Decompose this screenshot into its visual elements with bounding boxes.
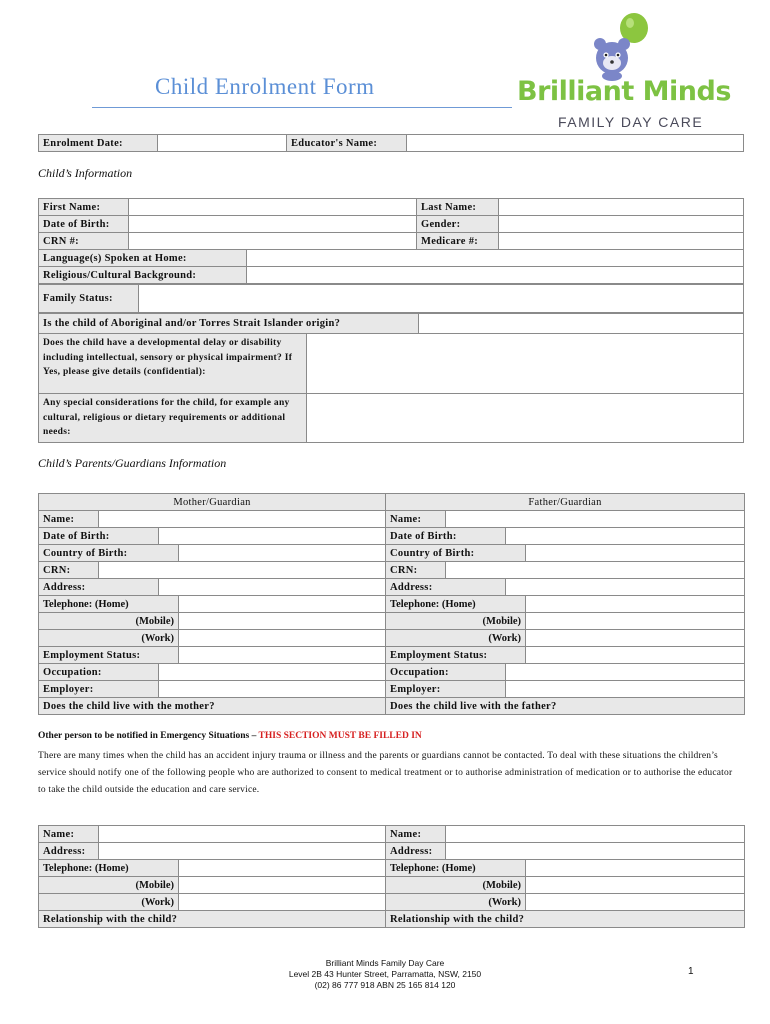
father-crn-label: CRN: xyxy=(386,562,446,579)
father-tel-work-label: (Work) xyxy=(386,630,526,647)
footer-address: Level 2B 43 Hunter Street, Parramatta, NSW, 2150 xyxy=(288,969,482,979)
family-status-label: Family Status: xyxy=(39,285,139,313)
gender-label: Gender: xyxy=(417,216,499,233)
enrolment-date-label: Enrolment Date: xyxy=(39,135,158,152)
enrolment-date-field[interactable] xyxy=(158,135,287,152)
mother-tel-work-label: (Work) xyxy=(39,630,179,647)
father-employment-label: Employment Status: xyxy=(386,647,526,664)
gender-field[interactable] xyxy=(499,216,744,233)
title-underline xyxy=(92,107,512,108)
contact1-relationship-text: Relationship with the child? xyxy=(43,913,178,925)
child-info-table xyxy=(38,198,744,250)
page-footer xyxy=(230,958,540,991)
father-tel-work-field[interactable] xyxy=(526,630,745,647)
parents-info-heading: Child’s Parents/Guardians Information xyxy=(38,456,227,470)
father-country-label: Country of Birth: xyxy=(386,545,526,562)
languages-field[interactable] xyxy=(247,250,744,267)
contact1-tel-mobile-label: (Mobile) xyxy=(39,877,179,894)
parents-table xyxy=(38,493,745,715)
dob-label: Date of Birth: xyxy=(39,216,129,233)
father-name-label: Name: xyxy=(386,511,446,528)
disability-label: Does the child have a developmental delay or disability including intellectual, sensory or physical impairment? If Yes, please give details (confidential): xyxy=(39,334,307,394)
page-number: 1 xyxy=(688,966,694,977)
contact2-address-label: Address: xyxy=(386,843,446,860)
mother-employment-label: Employment Status: xyxy=(39,647,179,664)
father-country-field[interactable] xyxy=(526,545,745,562)
father-name-field[interactable] xyxy=(446,511,745,528)
emergency-table xyxy=(38,825,745,928)
mother-occupation-field[interactable] xyxy=(159,664,386,681)
mother-dob-label: Date of Birth: xyxy=(39,528,159,545)
special-needs-table xyxy=(38,333,744,443)
father-address-label: Address: xyxy=(386,579,506,596)
contact1-tel-home-field[interactable] xyxy=(179,860,386,877)
disability-field[interactable] xyxy=(307,334,744,394)
family-status-field[interactable] xyxy=(139,285,744,313)
mother-address-label: Address: xyxy=(39,579,159,596)
religious-label: Religious/Cultural Background: xyxy=(39,267,247,284)
contact2-tel-mobile-field[interactable] xyxy=(526,877,745,894)
contact2-relationship-label xyxy=(386,911,745,928)
contact2-relationship-text: Relationship with the child? xyxy=(390,913,525,925)
father-tel-mobile-label: (Mobile) xyxy=(386,613,526,630)
emergency-heading xyxy=(38,731,422,741)
first-name-field[interactable] xyxy=(129,199,417,216)
contact1-name-label: Name: xyxy=(39,826,99,843)
footer-contact: (02) 86 777 918 ABN 25 165 814 120 xyxy=(314,980,456,990)
lives-mother-label: Does the child live with the mother? xyxy=(39,698,386,715)
mother-tel-home-label: Telephone: (Home) xyxy=(39,596,179,613)
father-tel-home-field[interactable] xyxy=(526,596,745,613)
emergency-instructions: There are many times when the child has an accident injury trauma or illness and the parents or guardians cannot be contacted. To deal with these situations the children’s service should notify one of the following people who are authorized to consent to medical treatment or to authorise administration of medication or to authorise the educator to take the child outside the education and care service. xyxy=(38,751,733,795)
crn-label: CRN #: xyxy=(39,233,129,250)
mother-tel-home-field[interactable] xyxy=(179,596,386,613)
father-occupation-label: Occupation: xyxy=(386,664,506,681)
last-name-field[interactable] xyxy=(499,199,744,216)
contact2-address-field[interactable] xyxy=(446,843,745,860)
mother-occupation-label: Occupation: xyxy=(39,664,159,681)
mother-country-field[interactable] xyxy=(179,545,386,562)
family-status-table xyxy=(38,284,744,313)
father-employer-field[interactable] xyxy=(506,681,745,698)
contact2-tel-work-field[interactable] xyxy=(526,894,745,911)
aboriginal-field[interactable] xyxy=(419,314,744,334)
medicare-field[interactable] xyxy=(499,233,744,250)
contact2-tel-mobile-label: (Mobile) xyxy=(386,877,526,894)
contact2-tel-work-label: (Work) xyxy=(386,894,526,911)
mother-employer-field[interactable] xyxy=(159,681,386,698)
crn-field[interactable] xyxy=(129,233,417,250)
page-title: Child Enrolment Form xyxy=(155,74,375,99)
educator-name-label: Educator's Name: xyxy=(287,135,407,152)
brand-logo: Brilliant Minds xyxy=(517,76,731,107)
father-employer-label: Employer: xyxy=(386,681,506,698)
dob-field[interactable] xyxy=(129,216,417,233)
contact2-tel-home-field[interactable] xyxy=(526,860,745,877)
father-header: Father/Guardian xyxy=(386,494,745,511)
father-tel-mobile-field[interactable] xyxy=(526,613,745,630)
considerations-field[interactable] xyxy=(307,394,744,443)
contact2-name-field[interactable] xyxy=(446,826,745,843)
brand-tagline: FAMILY DAY CARE xyxy=(558,114,704,130)
mother-dob-field[interactable] xyxy=(159,528,386,545)
last-name-label: Last Name: xyxy=(417,199,499,216)
footer-company: Brilliant Minds Family Day Care xyxy=(325,958,445,968)
mother-name-label: Name: xyxy=(39,511,99,528)
mother-employer-label: Employer: xyxy=(39,681,159,698)
father-employment-field[interactable] xyxy=(526,647,745,664)
mother-country-label: Country of Birth: xyxy=(39,545,179,562)
educator-name-field[interactable] xyxy=(407,135,744,152)
aboriginal-label: Is the child of Aboriginal and/or Torres Strait Islander origin? xyxy=(39,314,419,334)
father-dob-field[interactable] xyxy=(506,528,745,545)
mother-tel-work-field[interactable] xyxy=(179,630,386,647)
first-name-label: First Name: xyxy=(39,199,129,216)
mother-tel-mobile-field[interactable] xyxy=(179,613,386,630)
enrolment-table xyxy=(38,134,744,152)
mother-crn-field[interactable] xyxy=(99,562,386,579)
mother-tel-mobile-label: (Mobile) xyxy=(39,613,179,630)
mother-crn-label: CRN: xyxy=(39,562,99,579)
contact2-tel-home-label: Telephone: (Home) xyxy=(386,860,526,877)
contact2-name-label: Name: xyxy=(386,826,446,843)
father-address-field[interactable] xyxy=(506,579,745,596)
contact1-address-field[interactable] xyxy=(99,843,386,860)
child-background-table xyxy=(38,249,744,284)
mother-address-field[interactable] xyxy=(159,579,386,596)
father-occupation-field[interactable] xyxy=(506,664,745,681)
father-crn-field[interactable] xyxy=(446,562,745,579)
emergency-warning: THIS SECTION MUST BE FILLED IN xyxy=(258,731,422,741)
contact1-tel-work-field[interactable] xyxy=(179,894,386,911)
mother-header: Mother/Guardian xyxy=(39,494,386,511)
emergency-heading-text: Other person to be notified in Emergency Situations – xyxy=(38,731,259,741)
contact1-tel-home-label: Telephone: (Home) xyxy=(39,860,179,877)
contact1-tel-mobile-field[interactable] xyxy=(179,877,386,894)
contact1-tel-work-label: (Work) xyxy=(39,894,179,911)
contact1-name-field[interactable] xyxy=(99,826,386,843)
languages-label: Language(s) Spoken at Home: xyxy=(39,250,247,267)
aboriginal-table xyxy=(38,313,744,334)
lives-father-label: Does the child live with the father? xyxy=(386,698,745,715)
child-info-heading: Child’s Information xyxy=(38,166,133,180)
father-tel-home-label: Telephone: (Home) xyxy=(386,596,526,613)
father-dob-label: Date of Birth: xyxy=(386,528,506,545)
contact1-address-label: Address: xyxy=(39,843,99,860)
religious-field[interactable] xyxy=(247,267,744,284)
contact1-relationship-label xyxy=(39,911,386,928)
mother-employment-field[interactable] xyxy=(179,647,386,664)
mother-name-field[interactable] xyxy=(99,511,386,528)
considerations-label: Any special considerations for the child, for example any cultural, religious or dietary requirements or additional needs: xyxy=(39,394,307,443)
medicare-label: Medicare #: xyxy=(417,233,499,250)
